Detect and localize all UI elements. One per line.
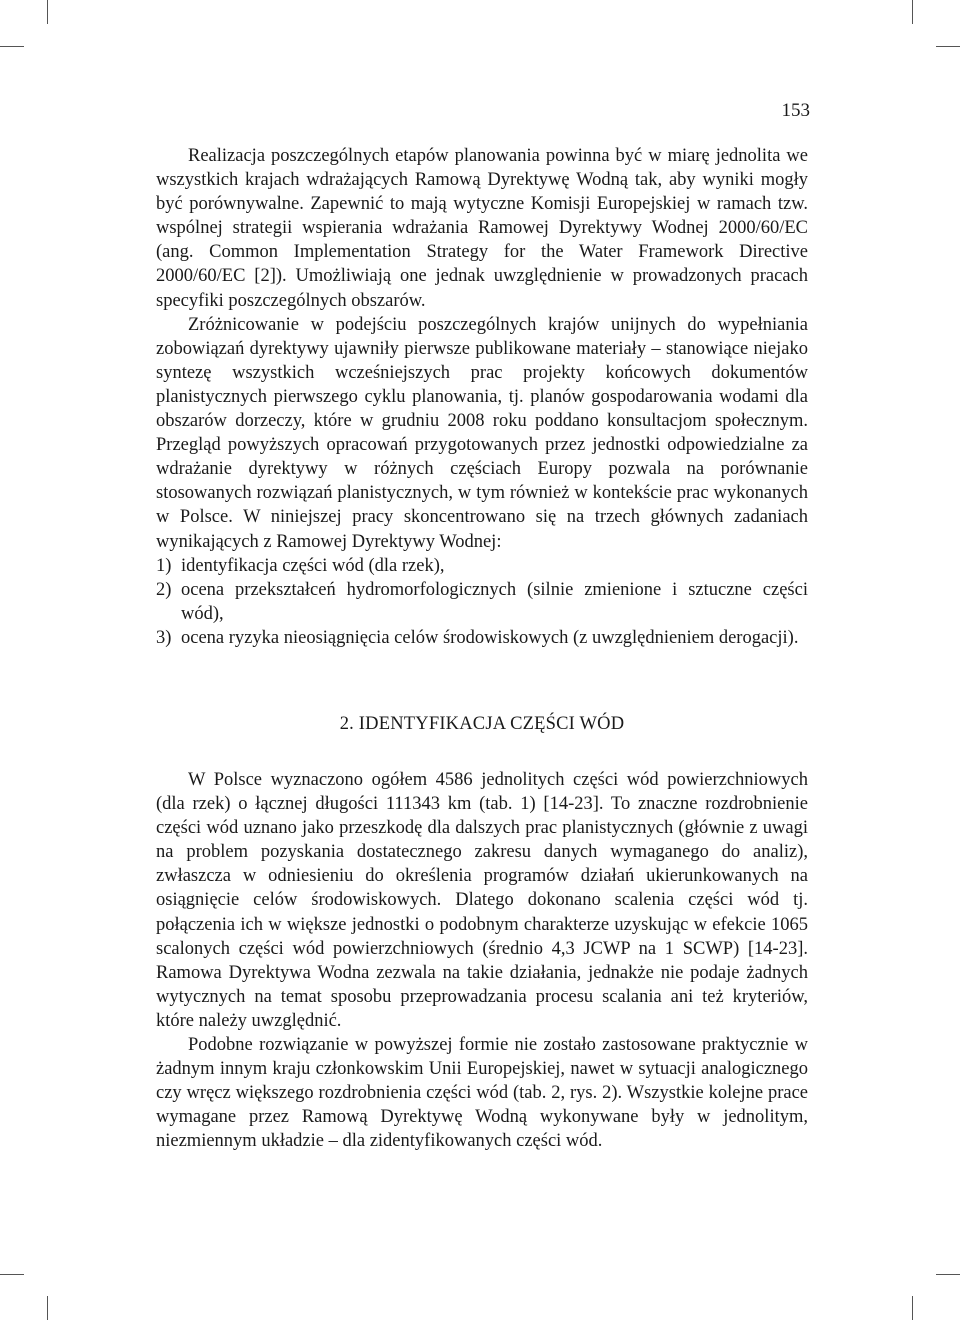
crop-mark-top-left: [47, 0, 48, 24]
paragraph: Zróżnicowanie w podejściu poszczególnych krajów unijnych do wypełniania zobowiązań dyrektywy ujawniły pierwsze publikowane materiały – stanowiące niejako syntezę wszystkich wcześniejszych prac projekty końcowych dokumentów planistycznych pierwszego cyklu planowania, tj. planów gospodarowania wodami dla obszarów dorzeczy, które w grudniu 2008 roku poddano konsultacjom społecznym. Przegląd powyższych opracowań przygotowanych przez jednostki odpowiedzialne za wdrażanie dyrektywy w różnych częściach Europy pozwala na porównanie stosowanych rozwiązań planistycznych, w tym również w kontekście prac wykonanych w Polsce. W niniejszej pracy skoncentrowano się na trzech głównych zadaniach wynikających z Ramowej Dyrektywy Wodnej:: [156, 314, 808, 552]
list-item-text: ocena ryzyka nieosiągnięcia celów środowiskowych (z uwzględnieniem derogacji).: [181, 627, 799, 648]
paragraph: Realizacja poszczególnych etapów planowania powinna być w miarę jednolita we wszystkich krajach wdrażających Ramową Dyrektywę Wodną tak, aby wyniki mogły być porównywalne. Zapewnić to mają wytyczne Komisji Europejskiej w ramach tzw. wspólnej strategii wspierania wdrażania Ramowej Dyrektywy Wodnej 2000/60/EC (ang. Common Implementation Strategy for the Water Framework Directive 2000/60/EC [2]). Umożliwiają one jednak uwzględnienie w prowadzonych pracach specyfiki poszczególnych obszarów.: [156, 146, 808, 311]
page-number: 153: [781, 100, 810, 121]
crop-mark-bottom-left: [47, 1296, 48, 1320]
crop-mark-mid-right: [936, 46, 960, 47]
list-item-number: 2): [156, 579, 172, 600]
task-list: [156, 554, 808, 650]
list-item-number: 3): [156, 627, 172, 648]
list-item: [156, 626, 808, 650]
list-item: [156, 578, 808, 626]
intro-section: [156, 144, 808, 650]
paragraph: Podobne rozwiązanie w powyższej formie nie zostało zastosowane praktycznie w żadnym innym kraju członkowskim Unii Europejskiej, nawet w sytuacji analogicznego czy wręcz większego rozdrobnienia części wód (tab. 2, rys. 2). Wszystkie kolejne prace wymagane przez Ramową Dyrektywę Wodną wykonywane były w jednolitym, niezmiennym układzie – dla zidentyfikowanych części wód.: [156, 1035, 808, 1152]
paragraph: W Polsce wyznaczono ogółem 4586 jednolitych części wód powierzchniowych (dla rzek) o łącznej długości 111343 km (tab. 1) [14-23]. To znaczne rozdrobnienie części wód uznano jako przeszkodę dla dalszych prac planistycznych (głównie z uwagi na problem pozyskania dostatecznego zakresu danych wymaganego do analiz), zwłaszcza w odniesieniu do określenia programów działań ukierunkowanych na osiągnięcie celów środowiskowych. Dlatego dokonano scalenia części wód tj. połączenia ich w większe jednostki o podobnym charakterze uzyskując w efekcie 1065 scalonych części wód powierzchniowych (średnio 4,3 JCWP na 1 SCWP) [14-23]. Ramowa Dyrektywa Wodna zezwala na takie działania, jednakże nie podaje żadnych wytycznych na temat sposobu przeprowadzania procesu scalania ani też kryteriów, które należy uwzględnić.: [156, 770, 808, 1031]
section-identification: [156, 712, 808, 1154]
list-item-text: ocena przekształceń hydromorfologicznych (silnie zmienione i sztuczne części wód),: [181, 579, 808, 624]
list-item: [156, 554, 808, 578]
crop-mark-low-right: [936, 1274, 960, 1275]
crop-mark-bottom-right: [912, 1296, 913, 1320]
crop-mark-low-left: [0, 1274, 24, 1275]
section-heading: 2. IDENTYFIKACJA CZĘŚCI WÓD: [339, 714, 625, 734]
crop-mark-mid-left: [0, 46, 24, 47]
list-item-number: 1): [156, 555, 172, 576]
crop-mark-top-right: [912, 0, 913, 24]
list-item-text: identyfikacja części wód (dla rzek),: [181, 555, 445, 576]
